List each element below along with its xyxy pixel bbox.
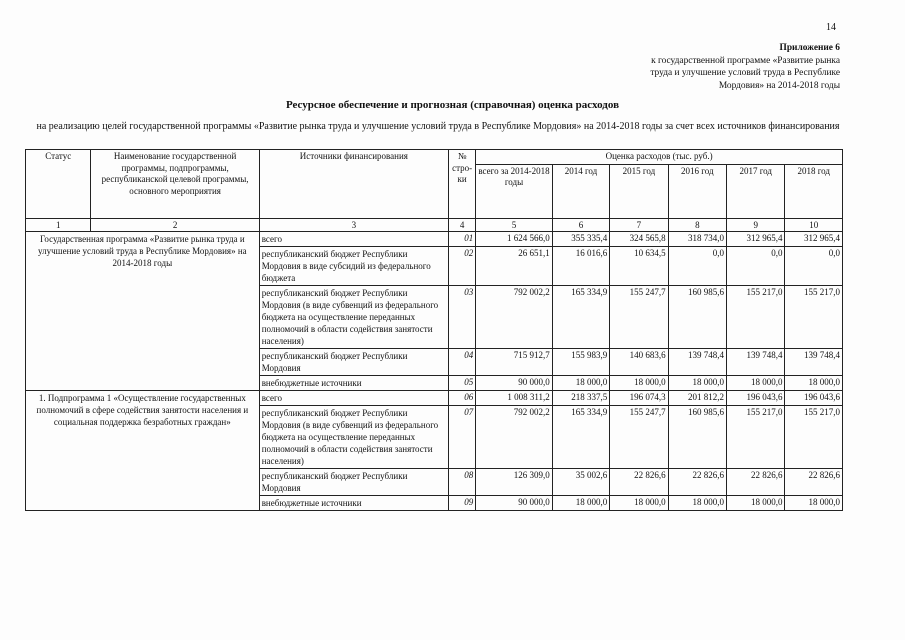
column-number: 9 [727, 218, 785, 231]
value-total: 90 000,0 [476, 495, 553, 510]
table-row [26, 390, 843, 405]
row-number: 05 [449, 375, 476, 390]
value-2018: 0,0 [785, 246, 843, 285]
value-2016: 18 000,0 [668, 495, 726, 510]
funding-source: республиканский бюджет Республики Мордовия (в виде субвенций из федерального бюджета на осуществление переданных полномочий в области содействия занятости населения) [259, 405, 448, 468]
header-name: Наименование государственной программы, подпрограммы, республиканской целевой программы, основного мероприятия [91, 150, 259, 219]
table-row [26, 231, 843, 246]
value-2014: 35 002,6 [552, 468, 609, 495]
value-2014: 18 000,0 [552, 495, 609, 510]
header-year: 2018 год [785, 164, 843, 218]
value-2016: 22 826,6 [668, 468, 726, 495]
value-2016: 160 985,6 [668, 405, 726, 468]
document-subheading: на реализацию целей государственной программы «Развитие рынка труда и улучшение условий труда в Республике Мордовия» на 2014-2018 годы за счет всех источников финансирования [36, 121, 840, 132]
appendix-line: к государственной программе «Развитие рынка [651, 55, 840, 66]
value-total: 1 624 566,0 [476, 231, 553, 246]
value-2016: 18 000,0 [668, 375, 726, 390]
value-2016: 139 748,4 [668, 348, 726, 375]
value-2014: 16 016,6 [552, 246, 609, 285]
value-total: 792 002,2 [476, 405, 553, 468]
value-total: 26 651,1 [476, 246, 553, 285]
row-number: 03 [449, 285, 476, 348]
column-number: 8 [668, 218, 726, 231]
value-2017: 196 043,6 [727, 390, 785, 405]
value-2017: 0,0 [727, 246, 785, 285]
value-2017: 18 000,0 [727, 495, 785, 510]
header-total: всего за 2014-2018 годы [476, 164, 553, 218]
financing-table [25, 149, 843, 511]
value-2017: 312 965,4 [727, 231, 785, 246]
header-year: 2014 год [552, 164, 609, 218]
value-2014: 155 983,9 [552, 348, 609, 375]
header-row-number: № стро-ки [449, 150, 476, 219]
funding-source: республиканский бюджет Республики Мордовия (в виде субвенций из федерального бюджета на осуществление переданных полномочий в области содействия занятости населения) [259, 285, 448, 348]
appendix-line: Мордовия» на 2014-2018 годы [718, 80, 840, 91]
row-number: 09 [449, 495, 476, 510]
value-2018: 196 043,6 [785, 390, 843, 405]
funding-source: внебюджетные источники [259, 495, 448, 510]
column-number: 10 [785, 218, 843, 231]
value-2015: 18 000,0 [610, 495, 668, 510]
header-sources: Источники финансирования [259, 150, 448, 219]
header-status: Статус [26, 150, 91, 219]
funding-source: всего [259, 231, 448, 246]
value-2014: 165 334,9 [552, 285, 609, 348]
value-2014: 18 000,0 [552, 375, 609, 390]
value-2018: 139 748,4 [785, 348, 843, 375]
program-name: Государственная программа «Развитие рынка труда и улучшение условий труда в Республике Мордовия» на 2014-2018 годы [26, 231, 260, 390]
value-total: 126 309,0 [476, 468, 553, 495]
value-2015: 140 683,6 [610, 348, 668, 375]
value-2015: 10 634,5 [610, 246, 668, 285]
document-heading: Ресурсное обеспечение и прогнозная (справочная) оценка расходов [285, 99, 620, 111]
value-2015: 18 000,0 [610, 375, 668, 390]
value-2014: 165 334,9 [552, 405, 609, 468]
value-2018: 312 965,4 [785, 231, 843, 246]
value-2017: 155 217,0 [727, 405, 785, 468]
header-year: 2016 год [668, 164, 726, 218]
value-2016: 0,0 [668, 246, 726, 285]
header-year: 2015 год [610, 164, 668, 218]
value-2015: 155 247,7 [610, 285, 668, 348]
column-number: 2 [91, 218, 259, 231]
funding-source: всего [259, 390, 448, 405]
value-2015: 324 565,8 [610, 231, 668, 246]
value-total: 792 002,2 [476, 285, 553, 348]
value-2018: 18 000,0 [785, 495, 843, 510]
value-2017: 18 000,0 [727, 375, 785, 390]
column-number: 6 [552, 218, 609, 231]
value-2018: 155 217,0 [785, 405, 843, 468]
value-2017: 139 748,4 [727, 348, 785, 375]
header-estimate: Оценка расходов (тыс. руб.) [476, 150, 843, 165]
funding-source: республиканский бюджет Республики Мордовия в виде субсидий из федерального бюджета [259, 246, 448, 285]
column-number: 1 [26, 218, 91, 231]
row-number: 07 [449, 405, 476, 468]
value-total: 90 000,0 [476, 375, 553, 390]
column-number: 5 [476, 218, 553, 231]
header-year: 2017 год [727, 164, 785, 218]
column-number: 7 [610, 218, 668, 231]
value-2018: 18 000,0 [785, 375, 843, 390]
funding-source: республиканский бюджет Республики Мордовия [259, 468, 448, 495]
appendix-line: труда и улучшение условий труда в Республике [650, 68, 840, 78]
value-2018: 155 217,0 [785, 285, 843, 348]
row-number: 04 [449, 348, 476, 375]
value-2015: 196 074,3 [610, 390, 668, 405]
funding-source: внебюджетные источники [259, 375, 448, 390]
column-number: 4 [449, 218, 476, 231]
value-2016: 318 734,0 [668, 231, 726, 246]
row-number: 02 [449, 246, 476, 285]
value-2016: 201 812,2 [668, 390, 726, 405]
value-2017: 22 826,6 [727, 468, 785, 495]
value-total: 715 912,7 [476, 348, 553, 375]
value-2016: 160 985,6 [668, 285, 726, 348]
value-2015: 155 247,7 [610, 405, 668, 468]
subprogram-name: 1. Подпрограмма 1 «Осуществление государственных полномочий в сфере содействия занятости населения и социальная поддержка безработных граждан» [26, 390, 260, 510]
funding-source: республиканский бюджет Республики Мордовия [259, 348, 448, 375]
column-number-row [26, 218, 843, 231]
value-2018: 22 826,6 [785, 468, 843, 495]
value-2014: 355 335,4 [552, 231, 609, 246]
row-number: 06 [449, 390, 476, 405]
page-number: 14 [826, 22, 836, 33]
value-2015: 22 826,6 [610, 468, 668, 495]
row-number: 08 [449, 468, 476, 495]
value-2014: 218 337,5 [552, 390, 609, 405]
value-total: 1 008 311,2 [476, 390, 553, 405]
value-2017: 155 217,0 [727, 285, 785, 348]
appendix-title: Приложение 6 [779, 43, 840, 53]
row-number: 01 [449, 231, 476, 246]
column-number: 3 [259, 218, 448, 231]
appendix-note [600, 42, 840, 92]
